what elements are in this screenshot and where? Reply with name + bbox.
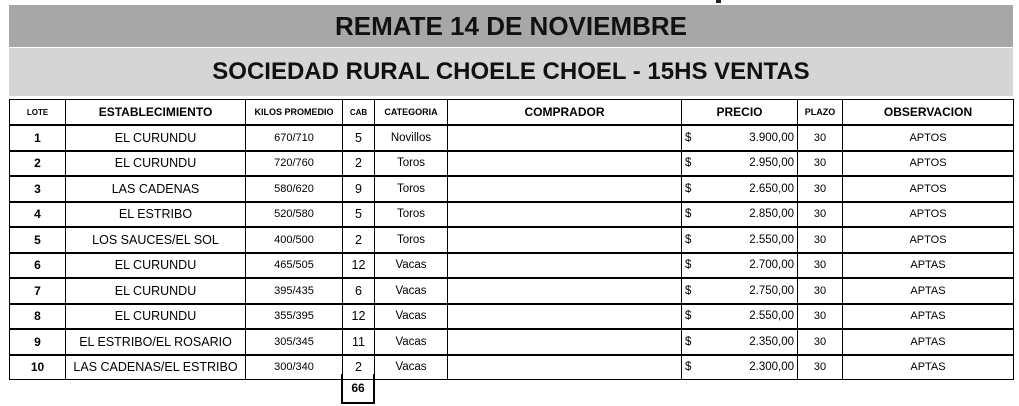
cell-kilos-promedio: 520/580: [246, 202, 343, 228]
cell-lote: 4: [10, 202, 66, 228]
currency-symbol: $: [685, 131, 692, 144]
cell-lote: 9: [10, 329, 66, 355]
cell-plazo: 30: [798, 202, 843, 228]
cell-comprador[interactable]: [448, 151, 682, 177]
cell-kilos-promedio: 670/710: [246, 125, 343, 151]
cell-precio: [682, 227, 798, 253]
cell-categoria: Vacas: [375, 329, 448, 355]
cell-plazo: 30: [798, 304, 843, 330]
header-precio[interactable]: PRECIO: [682, 100, 798, 126]
cell-kilos-promedio: 300/340: [246, 355, 343, 380]
cell-cab: 5: [343, 125, 375, 151]
header-comprador[interactable]: COMPRADOR: [448, 100, 682, 126]
cell-cab: 6: [343, 278, 375, 304]
cell-establecimiento: LAS CADENAS: [66, 176, 246, 202]
cell-observacion: APTOS: [843, 227, 1014, 253]
price-value: 2.700,00: [749, 259, 794, 272]
cell-cab: 12: [343, 253, 375, 279]
currency-symbol: $: [685, 310, 692, 323]
cell-precio: [682, 151, 798, 177]
cell-establecimiento: LOS SAUCES/EL SOL: [66, 227, 246, 253]
cell-observacion: APTOS: [843, 176, 1014, 202]
cell-establecimiento: EL CURUNDU: [66, 253, 246, 279]
cell-precio: [682, 304, 798, 330]
cell-comprador[interactable]: [448, 304, 682, 330]
cell-lote: 3: [10, 176, 66, 202]
cell-lote: 8: [10, 304, 66, 330]
cell-plazo: 30: [798, 227, 843, 253]
cell-plazo: 30: [798, 151, 843, 177]
price-value: 2.750,00: [749, 284, 794, 297]
cell-comprador[interactable]: [448, 253, 682, 279]
cell-kilos-promedio: 400/500: [246, 227, 343, 253]
cell-lote: 7: [10, 278, 66, 304]
header-cab[interactable]: CAB: [343, 100, 375, 126]
cell-precio: [682, 125, 798, 151]
header-kilos-promedio[interactable]: KILOS PROMEDIO: [246, 100, 343, 126]
cell-observacion: APTOS: [843, 151, 1014, 177]
cell-lote: 2: [10, 151, 66, 177]
cell-categoria: Toros: [375, 151, 448, 177]
cell-establecimiento: EL CURUNDU: [66, 151, 246, 177]
cell-kilos-promedio: 355/395: [246, 304, 343, 330]
cell-cab: 2: [343, 151, 375, 177]
cell-plazo: 30: [798, 329, 843, 355]
currency-symbol: $: [685, 284, 692, 297]
cell-precio: [682, 202, 798, 228]
table-row[interactable]: [10, 304, 1014, 330]
header-observacion[interactable]: OBSERVACION: [843, 100, 1014, 126]
cell-cab: 5: [343, 202, 375, 228]
auction-table: [9, 99, 1014, 380]
cell-categoria: Toros: [375, 202, 448, 228]
cell-cab: 2: [343, 355, 375, 380]
currency-symbol: $: [685, 335, 692, 348]
page-subtitle: SOCIEDAD RURAL CHOELE CHOEL - 15HS VENTAS: [9, 48, 1013, 96]
cell-kilos-promedio: 305/345: [246, 329, 343, 355]
cell-comprador[interactable]: [448, 278, 682, 304]
cell-precio: [682, 329, 798, 355]
header-plazo[interactable]: PLAZO: [798, 100, 843, 126]
table-row[interactable]: [10, 253, 1014, 279]
cell-plazo: 30: [798, 278, 843, 304]
header-categoria[interactable]: CATEGORIA: [375, 100, 448, 126]
cell-observacion: APTAS: [843, 278, 1014, 304]
price-value: 2.650,00: [749, 182, 794, 195]
table-header-row: [10, 100, 1014, 126]
cell-comprador[interactable]: [448, 227, 682, 253]
cell-categoria: Vacas: [375, 253, 448, 279]
cell-plazo: 30: [798, 176, 843, 202]
currency-symbol: $: [685, 233, 692, 246]
edge-mark: [716, 0, 721, 3]
cell-establecimiento: EL CURUNDU: [66, 278, 246, 304]
cell-comprador[interactable]: [448, 329, 682, 355]
total-cab: 66: [341, 374, 375, 404]
cell-categoria: Vacas: [375, 304, 448, 330]
table-row[interactable]: [10, 329, 1014, 355]
cell-precio: [682, 355, 798, 380]
table-row[interactable]: [10, 176, 1014, 202]
cell-lote: 6: [10, 253, 66, 279]
cell-kilos-promedio: 465/505: [246, 253, 343, 279]
currency-symbol: $: [685, 361, 692, 374]
table-row[interactable]: [10, 227, 1014, 253]
cell-establecimiento: EL CURUNDU: [66, 125, 246, 151]
cell-cab: 2: [343, 227, 375, 253]
cell-kilos-promedio: 720/760: [246, 151, 343, 177]
table-row[interactable]: [10, 125, 1014, 151]
cell-establecimiento: EL ESTRIBO/EL ROSARIO: [66, 329, 246, 355]
header-establecimiento[interactable]: ESTABLECIMIENTO: [66, 100, 246, 126]
price-value: 2.550,00: [749, 310, 794, 323]
price-value: 3.900,00: [749, 131, 794, 144]
price-value: 2.850,00: [749, 208, 794, 221]
cell-plazo: 30: [798, 253, 843, 279]
cell-cab: 9: [343, 176, 375, 202]
cell-plazo: 30: [798, 125, 843, 151]
currency-symbol: $: [685, 259, 692, 272]
cell-lote: 5: [10, 227, 66, 253]
cell-precio: [682, 278, 798, 304]
cell-precio: [682, 176, 798, 202]
cell-observacion: APTAS: [843, 253, 1014, 279]
cell-comprador[interactable]: [448, 125, 682, 151]
cell-categoria: Toros: [375, 227, 448, 253]
cell-categoria: Toros: [375, 176, 448, 202]
cell-observacion: APTAS: [843, 304, 1014, 330]
price-value: 2.300,00: [749, 361, 794, 374]
cell-lote: 10: [10, 355, 66, 380]
cell-establecimiento: EL ESTRIBO: [66, 202, 246, 228]
cell-observacion: APTAS: [843, 329, 1014, 355]
price-value: 2.350,00: [749, 335, 794, 348]
currency-symbol: $: [685, 157, 692, 170]
cell-categoria: Novillos: [375, 125, 448, 151]
cell-cab: 12: [343, 304, 375, 330]
cell-precio: [682, 253, 798, 279]
cell-observacion: APTAS: [843, 355, 1014, 380]
table-row[interactable]: [10, 355, 1014, 380]
cell-plazo: 30: [798, 355, 843, 380]
cell-comprador[interactable]: [448, 176, 682, 202]
cell-establecimiento: EL CURUNDU: [66, 304, 246, 330]
cell-kilos-promedio: 580/620: [246, 176, 343, 202]
price-value: 2.550,00: [749, 233, 794, 246]
cell-observacion: APTOS: [843, 202, 1014, 228]
cell-cab: 11: [343, 329, 375, 355]
page-title: REMATE 14 DE NOVIEMBRE: [9, 5, 1013, 47]
cell-categoria: Vacas: [375, 278, 448, 304]
cell-comprador[interactable]: [448, 202, 682, 228]
cell-kilos-promedio: 395/435: [246, 278, 343, 304]
header-lote[interactable]: LOTE: [10, 100, 66, 126]
currency-symbol: $: [685, 208, 692, 221]
cell-establecimiento: LAS CADENAS/EL ESTRIBO: [66, 355, 246, 380]
cell-observacion: APTOS: [843, 125, 1014, 151]
cell-categoria: Vacas: [375, 355, 448, 380]
cell-lote: 1: [10, 125, 66, 151]
table-row[interactable]: [10, 278, 1014, 304]
table-row[interactable]: [10, 202, 1014, 228]
currency-symbol: $: [685, 182, 692, 195]
price-value: 2.950,00: [749, 157, 794, 170]
cell-comprador[interactable]: [448, 355, 682, 380]
table-row[interactable]: [10, 151, 1014, 177]
